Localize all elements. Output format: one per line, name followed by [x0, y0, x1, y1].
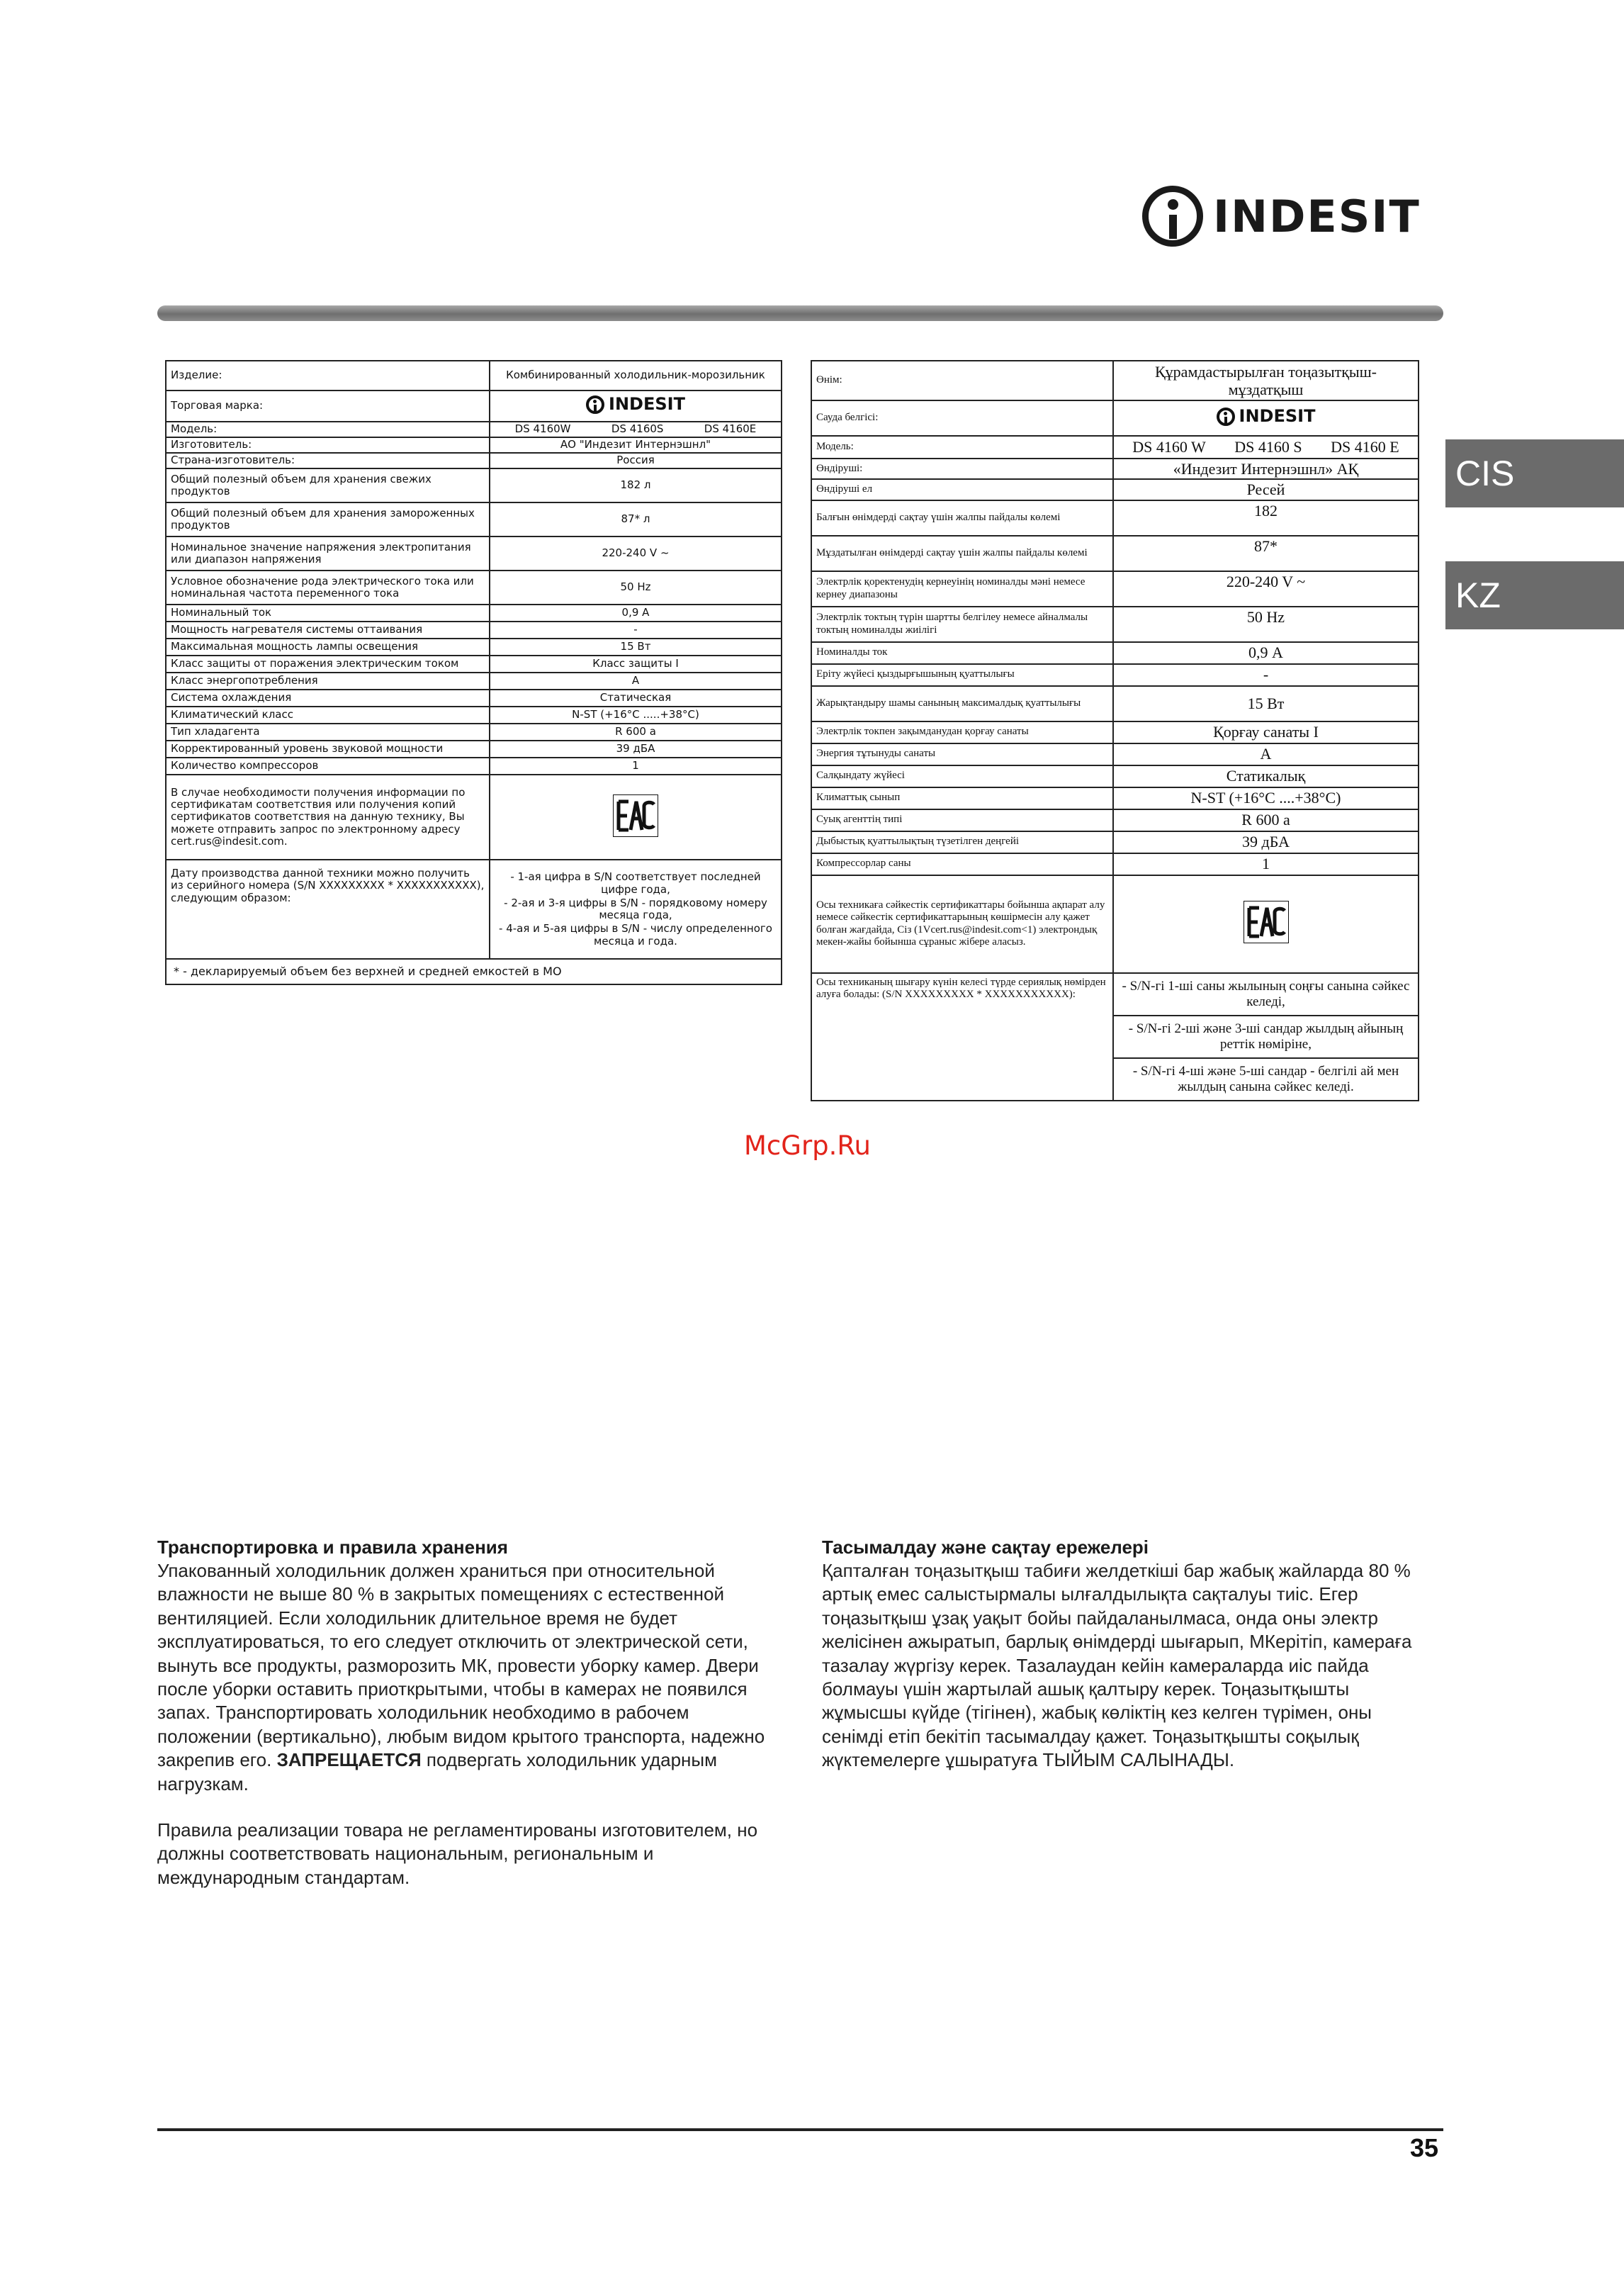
- indesit-mini-logo: INDESIT: [1217, 407, 1316, 427]
- spec-value: 50 Hz: [490, 571, 782, 605]
- spec-label: Электрлік токтың түрін шартты белгілеу немесе айналмалы токтың номиналды жиілігі: [811, 607, 1113, 642]
- table-row: [166, 502, 782, 537]
- table-row: [166, 453, 782, 468]
- table-row: [166, 707, 782, 724]
- transport-section-kz: [822, 1536, 1421, 1773]
- eac-mark-icon: [613, 794, 658, 837]
- spec-value: -: [1113, 664, 1419, 686]
- spec-value: -: [490, 622, 782, 639]
- brand-name: INDESIT: [1213, 190, 1421, 242]
- section-body: Упакованный холодильник должен храниться при относительной влажности не выше 80 % в закрытых помещениях с естественной вентиляцией. Если холодильник длительное время не будет эксплуатироваться, то его следует отключить от электрической сети, вынуть все продукты, разморозить МК, провести уборку камер. Двери после уборки оставить приоткрытыми, чтобы в камерах не появился запах. Транспортировать холодильник необходимо в рабочем положении (вертикально), любым видом крытого транспорта, надежно закрепив его. ЗАПРЕЩАЕТСЯ подвергать холодильник ударным нагрузкам.: [157, 1560, 765, 1794]
- list-item: - 2-ая и 3-я цифры в S/N - порядковому номеру месяца года,: [504, 896, 767, 921]
- spec-value: Қорғау санаты I: [1113, 721, 1419, 743]
- spec-label: Система охлаждения: [166, 690, 490, 707]
- table-row: [166, 391, 782, 422]
- table-row: [811, 361, 1419, 400]
- table-row: [166, 690, 782, 707]
- table-row: [166, 959, 782, 984]
- spec-label: Номинальный ток: [166, 605, 490, 622]
- section-body: Правила реализации товара не регламентированы изготовителем, но должны соответствовать национальным, региональным и международным стандартам.: [157, 1819, 758, 1888]
- spec-label: Электрлік қоректенудің кернеуінің номиналды мәні немесе кернеу диапазоны: [811, 571, 1113, 607]
- table-row: [166, 468, 782, 502]
- spec-value: 87*: [1113, 536, 1419, 571]
- spec-value: Статикалық: [1113, 765, 1419, 787]
- table-row: [811, 664, 1419, 686]
- spec-label: Количество компрессоров: [166, 758, 490, 775]
- spec-label: Өндіруші:: [811, 459, 1113, 479]
- table-row: [811, 787, 1419, 809]
- list-item: - 4-ая и 5-ая цифры в S/N - числу определенного месяца и года.: [499, 922, 772, 948]
- spec-label: Климаттық сынып: [811, 787, 1113, 809]
- spec-value: 87* л: [490, 502, 782, 537]
- spec-value: Құрамдастырылған тоңазытқыш-мұздатқыш: [1113, 361, 1419, 400]
- table-row: [811, 831, 1419, 853]
- table-row: [811, 571, 1419, 607]
- transport-section-ru: [157, 1536, 781, 1889]
- table-row: [811, 436, 1419, 459]
- spec-value: АО "Индезит Интернэшнл": [490, 437, 782, 453]
- spec-label: Салқындату жүйесі: [811, 765, 1113, 787]
- spec-value: 220-240 V ~: [1113, 571, 1419, 607]
- spec-value: 1: [490, 758, 782, 775]
- spec-label: Номиналды ток: [811, 642, 1113, 664]
- date-info-label: Осы техниканың шығару күнін келесі түрде сериялық нөмірден алуға болады: (S/N XXXXXXXXX * XXXXXXXXXXX):: [811, 973, 1113, 1101]
- spec-value: 39 дБА: [1113, 831, 1419, 853]
- spec-value: 220-240 V ~: [490, 537, 782, 571]
- model-code: DS 4160S: [611, 422, 664, 436]
- spec-value: 39 дБА: [490, 741, 782, 758]
- spec-label: Изготовитель:: [166, 437, 490, 453]
- spec-value: Россия: [490, 453, 782, 468]
- page-number: 35: [1410, 2133, 1439, 2162]
- spec-label: Балғын өнімдерді сақтау үшін жалпы пайдалы көлемі: [811, 500, 1113, 536]
- table-row: [166, 656, 782, 673]
- spec-label: Изделие:: [166, 361, 490, 391]
- footnote: * - декларируемый объем без верхней и средней емкостей в МО: [166, 959, 782, 984]
- spec-value: Класс защиты I: [490, 656, 782, 673]
- indesit-logo: [1142, 181, 1421, 252]
- spec-label: Климатический класс: [166, 707, 490, 724]
- spec-label: Тип хладагента: [166, 724, 490, 741]
- spec-value: R 600 a: [1113, 809, 1419, 831]
- table-row: [811, 721, 1419, 743]
- table-row: [166, 758, 782, 775]
- model-code: DS 4160W: [514, 422, 571, 436]
- spec-logo-cell: [1113, 400, 1419, 436]
- spec-value: Комбинированный холодильник-морозильник: [490, 361, 782, 391]
- table-row: [166, 741, 782, 758]
- table-row: [166, 673, 782, 690]
- table-row: [166, 639, 782, 656]
- spec-value: 15 Вт: [1113, 686, 1419, 721]
- table-row: [811, 642, 1419, 664]
- spec-value: N-ST (+16°C ....+38°C): [1113, 787, 1419, 809]
- table-row: [166, 571, 782, 605]
- spec-value: А: [1113, 743, 1419, 765]
- table-row: [811, 973, 1419, 1016]
- spec-value: Статическая: [490, 690, 782, 707]
- table-row: [166, 860, 782, 959]
- spec-value: R 600 a: [490, 724, 782, 741]
- spec-label: Модель:: [166, 422, 490, 437]
- indesit-logo-icon: [1142, 186, 1203, 247]
- bottom-divider: [157, 2128, 1443, 2131]
- table-row: [811, 500, 1419, 536]
- table-row: [811, 809, 1419, 831]
- spec-label: Компрессорлар саны: [811, 853, 1113, 875]
- model-list: [490, 422, 782, 437]
- spec-label: Сауда белгісі:: [811, 400, 1113, 436]
- indesit-mini-logo: INDESIT: [586, 395, 685, 415]
- model-code: DS 4160 S: [1234, 438, 1302, 456]
- table-row: [166, 437, 782, 453]
- table-row: [811, 479, 1419, 500]
- table-row: [166, 537, 782, 571]
- model-code: DS 4160E: [704, 422, 757, 436]
- indesit-logo-icon: [586, 395, 604, 414]
- table-row: [811, 400, 1419, 436]
- spec-value: 15 Вт: [490, 639, 782, 656]
- list-item: - 1-ая цифра в S/N соответствует последней цифре года,: [510, 870, 761, 896]
- table-row: [166, 724, 782, 741]
- spec-label: Максимальная мощность лампы освещения: [166, 639, 490, 656]
- table-row: [811, 686, 1419, 721]
- spec-value: 1: [1113, 853, 1419, 875]
- spec-label: Өнім:: [811, 361, 1113, 400]
- spec-label: Электрлік токпен зақымданудан қорғау санаты: [811, 721, 1113, 743]
- spec-label: Общий полезный объем для хранения замороженных продуктов: [166, 502, 490, 537]
- table-row: [811, 607, 1419, 642]
- model-list: [1113, 436, 1419, 459]
- lang-tab-kz[interactable]: KZ: [1445, 561, 1624, 629]
- table-row: [811, 765, 1419, 787]
- list-item: - S/N-гі 2-ші және 3-ші сандар жылдың айының реттік нөміріне,: [1113, 1016, 1419, 1058]
- section-title: Тасымалдау және сақтау ережелері: [822, 1537, 1149, 1558]
- spec-value: N-ST (+16°C .....+38°C): [490, 707, 782, 724]
- spec-label: Модель:: [811, 436, 1113, 459]
- spec-value: А: [490, 673, 782, 690]
- spec-label: Мощность нагревателя системы оттаивания: [166, 622, 490, 639]
- spec-label: Класс защиты от поражения электрическим током: [166, 656, 490, 673]
- table-row: [166, 361, 782, 391]
- spec-label: Дыбыстық қуаттылықтың түзетілген деңгейі: [811, 831, 1113, 853]
- spec-value: 0,9 А: [1113, 642, 1419, 664]
- date-info-label: Дату производства данной техники можно получить из серийного номера (S/N XXXXXXXXX * XXXXXXXXXXX), следующим образом:: [166, 860, 490, 959]
- table-row: [811, 459, 1419, 479]
- spec-value: 0,9 А: [490, 605, 782, 622]
- spec-label: Номинальное значение напряжения электропитания или диапазон напряжения: [166, 537, 490, 571]
- spec-value: 182 л: [490, 468, 782, 502]
- spec-label: Класс энергопотребления: [166, 673, 490, 690]
- spec-logo-cell: [490, 391, 782, 422]
- section-body: Қапталған тоңазытқыш табиғи желдеткіші бар жабық жайларда 80 % артық емес салыстырмалы ылғалдылықта сақталуы тиіс. Егер тоңазытқыш ұзақ уақыт бойы пайдаланылмаса, онда оны электр желісінен ажыратып, барлық өнімдерді шығарып, МКерітіп, камераға тазалау жүргізу керек. Тазалаудан кейін камераларда иіс пайда болмауы үшін жартылай ашық қалтыру керек. Тоңазытқышты жұмысшы күйде (тігінен), жабық көліктің кез келген түрімен, оны сенімді етіп бекітіп тасымалдау қажет. Тоңазытқышты соқылық жүктемелерге ұшыратуға ТЫЙЫМ САЛЫНАДЫ.: [822, 1560, 1412, 1771]
- spec-table-ru: [165, 360, 782, 985]
- model-code: DS 4160 E: [1331, 438, 1399, 456]
- table-row: [811, 743, 1419, 765]
- spec-label: Энергия тұтынуды санаты: [811, 743, 1113, 765]
- table-row: [811, 536, 1419, 571]
- watermark: McGrp.Ru: [744, 1130, 871, 1161]
- spec-label: Мұздатылған өнімдерді сақтау үшін жалпы пайдалы көлемі: [811, 536, 1113, 571]
- spec-table-kz: [811, 360, 1419, 1101]
- table-row: [811, 875, 1419, 973]
- eac-mark-icon: [1244, 901, 1289, 943]
- spec-label: Корректированный уровень звуковой мощности: [166, 741, 490, 758]
- cert-info-label: В случае необходимости получения информации по сертификатам соответствия или получения копий сертификатов соответствия на данную технику, Вы можете отправить запрос по электронному адресу cert.rus@indesit.com.: [166, 775, 490, 860]
- cert-info-label: Осы техникаға сәйкестік сертификаттары бойынша ақпарат алу немесе сәйкестік сертификаттарының көшірмесін алу қажет болған жағдайда, Сіз (1Vcert.rus@indesit.com<1) электрондық мекен-жайы бойынша сұраныс жібере аласыз.: [811, 875, 1113, 973]
- eac-cell: [490, 775, 782, 860]
- model-code: DS 4160 W: [1132, 438, 1206, 456]
- list-item: - S/N-гі 1-ші саны жылының соңғы санына сәйкес келеді,: [1113, 973, 1419, 1016]
- spec-label: Суық агенттің типі: [811, 809, 1113, 831]
- eac-cell: [1113, 875, 1419, 973]
- spec-value: Ресей: [1113, 479, 1419, 500]
- table-row: [166, 775, 782, 860]
- spec-value: 50 Hz: [1113, 607, 1419, 642]
- lang-tab-cis[interactable]: CIS: [1445, 439, 1624, 507]
- section-title: Транспортировка и правила хранения: [157, 1537, 508, 1558]
- spec-label: Торговая марка:: [166, 391, 490, 422]
- spec-label: Өндіруші ел: [811, 479, 1113, 500]
- spec-label: Условное обозначение рода электрического тока или номинальная частота переменного тока: [166, 571, 490, 605]
- spec-label: Еріту жүйесі қыздырғышының қуаттылығы: [811, 664, 1113, 686]
- spec-label: Общий полезный объем для хранения свежих продуктов: [166, 468, 490, 502]
- date-info-list: [490, 860, 782, 959]
- list-item: - S/N-гі 4-ші және 5-ші сандар - белгілі ай мен жылдың санына сәйкес келеді.: [1113, 1058, 1419, 1101]
- spec-value: «Индезит Интернэшнл» АҚ: [1113, 459, 1419, 479]
- spec-label: Жарықтандыру шамы санының максималдық қуаттылығы: [811, 686, 1113, 721]
- table-row: [166, 605, 782, 622]
- indesit-logo-icon: [1217, 408, 1235, 426]
- top-divider: [157, 305, 1443, 321]
- table-row: [811, 853, 1419, 875]
- spec-value: 182: [1113, 500, 1419, 536]
- spec-label: Страна-изготовитель:: [166, 453, 490, 468]
- table-row: [166, 622, 782, 639]
- table-row: [166, 422, 782, 437]
